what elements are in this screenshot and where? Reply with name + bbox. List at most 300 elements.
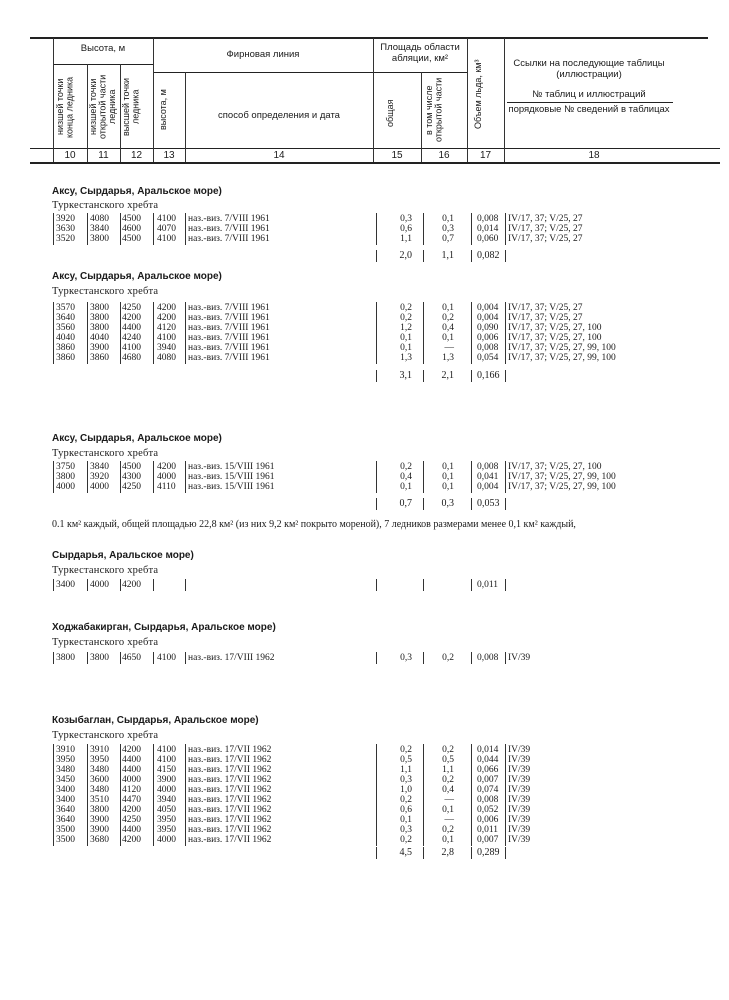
- header-firn-rule: [153, 72, 373, 73]
- cell-ice-volume: 0,004: [477, 303, 499, 313]
- cell-refs: IV/39: [508, 755, 531, 765]
- cell-open-area: 0,1: [442, 805, 454, 815]
- cell-highest: 4100: [122, 343, 141, 353]
- header-col-highest: высшей точки ледника: [121, 78, 141, 136]
- cell-refs: IV/17, 37; V/25, 27: [508, 303, 583, 313]
- cell-highest: 4200: [122, 745, 141, 755]
- cell-lowest-end: 3450: [56, 775, 75, 785]
- header-col-lowest-open: низшей точки открытой части ледника: [88, 74, 117, 140]
- cell-area: 0,2: [400, 795, 412, 805]
- column-rule: [423, 652, 424, 664]
- column-rule: [471, 461, 472, 493]
- column-rule: [471, 579, 472, 591]
- column-rule: [471, 847, 472, 859]
- column-rule: [505, 250, 506, 262]
- cell-method: наз.-виз. 7/VIII 1961: [188, 353, 270, 363]
- column-rule: [120, 744, 121, 846]
- column-rule: [153, 652, 154, 664]
- column-rule: [471, 370, 472, 382]
- cell-lowest-open: 3860: [90, 353, 109, 363]
- column-rule: [120, 461, 121, 493]
- column-rule: [53, 652, 54, 664]
- header-bottom-rule: [30, 162, 720, 164]
- header-area-title: Площадь области абляции, км²: [380, 42, 460, 64]
- cell-open-area: 0,4: [442, 785, 454, 795]
- cell-open-area: —: [444, 815, 454, 825]
- cell-method: наз.-виз. 15/VIII 1961: [188, 462, 275, 472]
- column-rule: [423, 461, 424, 493]
- column-rule: [423, 498, 424, 510]
- cell-open-area: 0,7: [442, 234, 454, 244]
- cell-lowest-open: 4000: [90, 482, 109, 492]
- cell-ice-volume: 0,008: [477, 343, 499, 353]
- cell-firn-height: 4000: [157, 472, 176, 482]
- column-rule: [376, 579, 377, 591]
- cell-ice-volume: 0,004: [477, 313, 499, 323]
- cell-refs: IV/39: [508, 785, 531, 795]
- column-rule: [376, 370, 377, 382]
- total-ice-volume: 0,166: [477, 370, 500, 381]
- total-open-area: 1,1: [441, 250, 454, 261]
- cell-open-area: —: [444, 795, 454, 805]
- cell-area: 0,3: [400, 653, 412, 663]
- column-rule: [120, 302, 121, 364]
- column-rule: [185, 652, 186, 664]
- section-subtitle: Туркестанского хребта: [52, 448, 159, 459]
- column-rule: [120, 213, 121, 245]
- cell-lowest-end: 3800: [56, 472, 75, 482]
- cell-lowest-end: 3920: [56, 214, 75, 224]
- cell-lowest-end: 3520: [56, 234, 75, 244]
- cell-method: наз.-виз. 7/VIII 1961: [188, 333, 270, 343]
- cell-lowest-open: 3800: [90, 234, 109, 244]
- cell-open-area: 1,1: [442, 765, 454, 775]
- cell-highest: 4200: [122, 580, 141, 590]
- cell-area: 0,2: [400, 303, 412, 313]
- cell-firn-height: 4100: [157, 234, 176, 244]
- hdr-vline: [467, 38, 468, 162]
- cell-area: 0,3: [400, 825, 412, 835]
- cell-refs: IV/39: [508, 805, 531, 815]
- cell-refs: IV/39: [508, 653, 531, 663]
- cell-ice-volume: 0,007: [477, 835, 499, 845]
- section-title: Козыбаглан, Сырдарья, Аральское море): [52, 715, 259, 726]
- column-rule: [505, 744, 506, 846]
- cell-refs: IV/17, 37; V/25, 27, 99, 100: [508, 472, 616, 482]
- section-subtitle: Туркестанского хребта: [52, 637, 159, 648]
- cell-open-area: 0,1: [442, 482, 454, 492]
- column-rule: [87, 579, 88, 591]
- header-col-total: общая: [385, 99, 395, 127]
- cell-lowest-open: 3920: [90, 472, 109, 482]
- cell-lowest-open: 3840: [90, 224, 109, 234]
- total-ice-volume: 0,053: [477, 498, 500, 509]
- column-rule: [87, 302, 88, 364]
- cell-lowest-end: 3640: [56, 815, 75, 825]
- header-top-rule: [30, 37, 708, 39]
- cell-area: 1,1: [400, 234, 412, 244]
- cell-open-area: 1,3: [442, 353, 454, 363]
- cell-lowest-end: 3500: [56, 835, 75, 845]
- cell-open-area: 0,5: [442, 755, 454, 765]
- cell-method: наз.-виз. 7/VIII 1961: [188, 343, 270, 353]
- column-rule: [505, 370, 506, 382]
- cell-open-area: 0,2: [442, 653, 454, 663]
- section-subtitle: Туркестанского хребта: [52, 565, 159, 576]
- cell-method: наз.-виз. 17/VII 1962: [188, 785, 272, 795]
- cell-refs: IV/17, 37; V/25, 27, 99, 100: [508, 482, 616, 492]
- col-number: 14: [273, 150, 285, 161]
- column-rule: [471, 652, 472, 664]
- cell-firn-height: 4080: [157, 353, 176, 363]
- section-title: Ходжабакирган, Сырдарья, Аральское море): [52, 622, 276, 633]
- cell-ice-volume: 0,011: [477, 580, 499, 590]
- cell-area: 0,3: [400, 214, 412, 224]
- column-rule: [53, 461, 54, 493]
- cell-lowest-end: 3750: [56, 462, 75, 472]
- cell-highest: 4400: [122, 825, 141, 835]
- cell-method: наз.-виз. 7/VIII 1961: [188, 214, 270, 224]
- column-rule: [423, 370, 424, 382]
- cell-lowest-end: 3910: [56, 745, 75, 755]
- cell-open-area: 0,2: [442, 313, 454, 323]
- cell-area: 0,2: [400, 745, 412, 755]
- cell-lowest-open: 3800: [90, 313, 109, 323]
- cell-method: наз.-виз. 17/VII 1962: [188, 825, 272, 835]
- cell-open-area: 0,1: [442, 472, 454, 482]
- cell-area: 0,1: [400, 482, 412, 492]
- cell-refs: IV/17, 37; V/25, 27: [508, 224, 583, 234]
- column-rule: [120, 579, 121, 591]
- cell-firn-height: 3950: [157, 815, 176, 825]
- cell-refs: IV/39: [508, 835, 531, 845]
- cell-area: 0,1: [400, 343, 412, 353]
- cell-area: 0,3: [400, 775, 412, 785]
- cell-lowest-end: 3400: [56, 795, 75, 805]
- cell-method: наз.-виз. 15/VIII 1961: [188, 482, 275, 492]
- cell-highest: 4250: [122, 303, 141, 313]
- column-rule: [505, 847, 506, 859]
- column-rule: [185, 744, 186, 846]
- cell-method: наз.-виз. 17/VIII 1962: [188, 653, 275, 663]
- cell-method: наз.-виз. 15/VIII 1961: [188, 472, 275, 482]
- cell-area: 0,1: [400, 815, 412, 825]
- cell-open-area: 0,3: [442, 224, 454, 234]
- cell-method: наз.-виз. 17/VII 1962: [188, 775, 272, 785]
- col-number: 18: [588, 150, 600, 161]
- column-rule: [153, 461, 154, 493]
- cell-lowest-end: 3570: [56, 303, 75, 313]
- cell-ice-volume: 0,006: [477, 333, 499, 343]
- cell-area: 1,0: [400, 785, 412, 795]
- hdr-vline: [421, 72, 422, 162]
- column-rule: [471, 250, 472, 262]
- total-open-area: 2,8: [441, 847, 454, 858]
- cell-method: наз.-виз. 7/VIII 1961: [188, 323, 270, 333]
- column-rule: [87, 652, 88, 664]
- column-rule: [153, 213, 154, 245]
- cell-method: наз.-виз. 17/VII 1962: [188, 835, 272, 845]
- cell-open-area: 0,4: [442, 323, 454, 333]
- cell-method: наз.-виз. 17/VII 1962: [188, 745, 272, 755]
- cell-refs: IV/39: [508, 775, 531, 785]
- cell-method: наз.-виз. 7/VIII 1961: [188, 303, 270, 313]
- cell-lowest-end: 3640: [56, 805, 75, 815]
- cell-lowest-end: 3800: [56, 653, 75, 663]
- cell-lowest-open: 3900: [90, 815, 109, 825]
- total-ice-volume: 0,289: [477, 847, 500, 858]
- column-rule: [423, 250, 424, 262]
- column-rule: [376, 250, 377, 262]
- cell-method: наз.-виз. 7/VIII 1961: [188, 224, 270, 234]
- cell-ice-volume: 0,066: [477, 765, 499, 775]
- column-rule: [505, 213, 506, 245]
- cell-firn-height: 4100: [157, 333, 176, 343]
- cell-ice-volume: 0,054: [477, 353, 499, 363]
- cell-highest: 4200: [122, 805, 141, 815]
- column-rule: [376, 213, 377, 245]
- cell-ice-volume: 0,008: [477, 653, 499, 663]
- column-rule: [185, 213, 186, 245]
- cell-refs: IV/17, 37; V/25, 27: [508, 313, 583, 323]
- cell-refs: IV/17, 37; V/25, 27, 99, 100: [508, 343, 616, 353]
- cell-lowest-open: 3800: [90, 805, 109, 815]
- column-rule: [505, 498, 506, 510]
- cell-refs: IV/17, 37; V/25, 27: [508, 234, 583, 244]
- total-area: 0,7: [399, 498, 412, 509]
- cell-ice-volume: 0,044: [477, 755, 499, 765]
- column-rule: [471, 498, 472, 510]
- cell-firn-height: 4100: [157, 214, 176, 224]
- section-title: Аксу, Сырдарья, Аральское море): [52, 186, 222, 197]
- cell-lowest-open: 3910: [90, 745, 109, 755]
- col-number: 16: [438, 150, 450, 161]
- cell-area: 1,3: [400, 353, 412, 363]
- cell-ice-volume: 0,007: [477, 775, 499, 785]
- cell-firn-height: 4000: [157, 835, 176, 845]
- cell-method: наз.-виз. 17/VII 1962: [188, 765, 272, 775]
- cell-refs: IV/17, 37; V/25, 27, 100: [508, 462, 602, 472]
- header-height-rule: [53, 64, 153, 65]
- cell-lowest-end: 3640: [56, 313, 75, 323]
- cell-area: 0,2: [400, 462, 412, 472]
- column-rule: [376, 498, 377, 510]
- cell-lowest-end: 3630: [56, 224, 75, 234]
- cell-ice-volume: 0,060: [477, 234, 499, 244]
- cell-method: наз.-виз. 17/VII 1962: [188, 805, 272, 815]
- cell-highest: 4120: [122, 785, 141, 795]
- cell-refs: IV/39: [508, 745, 531, 755]
- cell-ice-volume: 0,052: [477, 805, 499, 815]
- section-subtitle: Туркестанского хребта: [52, 286, 159, 297]
- cell-refs: IV/39: [508, 825, 531, 835]
- column-rule: [423, 847, 424, 859]
- column-rule: [53, 213, 54, 245]
- cell-method: наз.-виз. 7/VIII 1961: [188, 234, 270, 244]
- column-rule: [471, 744, 472, 846]
- cell-ice-volume: 0,004: [477, 482, 499, 492]
- header-firn-title: Фирновая линия: [226, 49, 300, 60]
- cell-lowest-open: 3900: [90, 343, 109, 353]
- cell-highest: 4400: [122, 765, 141, 775]
- cell-ice-volume: 0,014: [477, 745, 499, 755]
- cell-lowest-end: 3400: [56, 785, 75, 795]
- cell-firn-height: 3900: [157, 775, 176, 785]
- cell-firn-height: 4150: [157, 765, 176, 775]
- column-rule: [505, 302, 506, 364]
- cell-area: 1,2: [400, 323, 412, 333]
- cell-highest: 4000: [122, 775, 141, 785]
- cell-lowest-open: 3800: [90, 303, 109, 313]
- cell-lowest-end: 3860: [56, 353, 75, 363]
- cell-open-area: —: [444, 343, 454, 353]
- col-number: 15: [391, 150, 403, 161]
- column-rule: [471, 213, 472, 245]
- header-mid-rule: [30, 148, 720, 149]
- cell-highest: 4200: [122, 313, 141, 323]
- cell-ice-volume: 0,014: [477, 224, 499, 234]
- cell-highest: 4500: [122, 462, 141, 472]
- header-refs-rule: [507, 102, 673, 103]
- column-rule: [505, 652, 506, 664]
- cell-refs: IV/39: [508, 815, 531, 825]
- column-rule: [53, 744, 54, 846]
- cell-lowest-end: 3500: [56, 825, 75, 835]
- cell-ice-volume: 0,074: [477, 785, 499, 795]
- col-number: 13: [163, 150, 175, 161]
- cell-firn-height: 4200: [157, 303, 176, 313]
- header-col-method: способ определения и дата: [218, 110, 340, 121]
- column-rule: [87, 744, 88, 846]
- column-rule: [153, 579, 154, 591]
- total-open-area: 2,1: [441, 370, 454, 381]
- column-rule: [376, 744, 377, 846]
- cell-highest: 4200: [122, 835, 141, 845]
- cell-firn-height: 4200: [157, 313, 176, 323]
- cell-open-area: 0,1: [442, 462, 454, 472]
- cell-refs: IV/39: [508, 765, 531, 775]
- column-rule: [185, 579, 186, 591]
- cell-highest: 4400: [122, 323, 141, 333]
- cell-open-area: 0,2: [442, 825, 454, 835]
- hdr-vline: [504, 38, 505, 162]
- column-rule: [423, 213, 424, 245]
- column-rule: [505, 579, 506, 591]
- cell-lowest-open: 3680: [90, 835, 109, 845]
- column-rule: [376, 461, 377, 493]
- header-refs-tables: № таблиц и иллюстраций: [532, 89, 646, 100]
- cell-ice-volume: 0,008: [477, 214, 499, 224]
- column-rule: [153, 302, 154, 364]
- cell-highest: 4650: [122, 653, 141, 663]
- cell-method: наз.-виз. 7/VIII 1961: [188, 313, 270, 323]
- section-subtitle: Туркестанского хребта: [52, 730, 159, 741]
- cell-method: наз.-виз. 17/VII 1962: [188, 795, 272, 805]
- total-area: 3,1: [399, 370, 412, 381]
- column-rule: [423, 302, 424, 364]
- cell-lowest-open: 3480: [90, 765, 109, 775]
- cell-ice-volume: 0,008: [477, 462, 499, 472]
- cell-ice-volume: 0,011: [477, 825, 499, 835]
- cell-method: наз.-виз. 17/VII 1962: [188, 755, 272, 765]
- cell-lowest-open: 4040: [90, 333, 109, 343]
- cell-lowest-end: 3560: [56, 323, 75, 333]
- header-refs-title: Ссылки на последующие таблицы (иллюстрации): [513, 58, 665, 80]
- section-note: 0.1 км² каждый, общей площадью 22,8 км² (из них 9,2 км² покрыто мореной), 7 ледников размерами менее 0,1 км² каждый,: [52, 519, 576, 530]
- column-rule: [376, 652, 377, 664]
- column-rule: [53, 579, 54, 591]
- cell-area: 0,6: [400, 224, 412, 234]
- header-area-rule: [373, 72, 467, 73]
- column-rule: [87, 213, 88, 245]
- cell-firn-height: 4120: [157, 323, 176, 333]
- header-height-title: Высота, м: [80, 43, 126, 54]
- total-ice-volume: 0,082: [477, 250, 500, 261]
- column-rule: [185, 461, 186, 493]
- cell-firn-height: 3940: [157, 343, 176, 353]
- hdr-vline: [53, 38, 54, 162]
- cell-ice-volume: 0,041: [477, 472, 499, 482]
- cell-firn-height: 4200: [157, 462, 176, 472]
- cell-ice-volume: 0,090: [477, 323, 499, 333]
- cell-lowest-open: 3510: [90, 795, 109, 805]
- header-col-open-part: в том числе открытой части: [424, 77, 444, 143]
- column-rule: [423, 744, 424, 846]
- cell-lowest-open: 4000: [90, 580, 109, 590]
- header-col-firn-height: высота, м: [158, 89, 168, 131]
- col-number: 17: [479, 150, 492, 161]
- column-rule: [471, 302, 472, 364]
- cell-highest: 4600: [122, 224, 141, 234]
- cell-open-area: 0,2: [442, 775, 454, 785]
- total-area: 4,5: [399, 847, 412, 858]
- cell-firn-height: 3950: [157, 825, 176, 835]
- cell-lowest-open: 3950: [90, 755, 109, 765]
- col-number: 12: [130, 150, 143, 161]
- cell-open-area: 0,1: [442, 303, 454, 313]
- cell-open-area: 0,1: [442, 835, 454, 845]
- cell-lowest-open: 3840: [90, 462, 109, 472]
- col-number: 10: [64, 150, 76, 161]
- cell-lowest-open: 4080: [90, 214, 109, 224]
- cell-open-area: 0,1: [442, 214, 454, 224]
- header-ice-volume: Объем льда, км³: [473, 59, 483, 129]
- total-open-area: 0,3: [441, 498, 454, 509]
- cell-refs: IV/17, 37; V/25, 27, 99, 100: [508, 353, 616, 363]
- cell-lowest-open: 3600: [90, 775, 109, 785]
- cell-firn-height: 4100: [157, 653, 176, 663]
- total-area: 2,0: [399, 250, 412, 261]
- cell-highest: 4400: [122, 755, 141, 765]
- column-rule: [153, 744, 154, 846]
- cell-refs: IV/17, 37; V/25, 27, 100: [508, 323, 602, 333]
- cell-area: 0,5: [400, 755, 412, 765]
- cell-firn-height: 3940: [157, 795, 176, 805]
- section-title: Аксу, Сырдарья, Аральское море): [52, 433, 222, 444]
- cell-area: 1,1: [400, 765, 412, 775]
- column-rule: [505, 461, 506, 493]
- cell-refs: IV/17, 37; V/25, 27: [508, 214, 583, 224]
- cell-lowest-end: 3480: [56, 765, 75, 775]
- header-col-lowest-end: низшей точки конца ледника: [55, 76, 75, 138]
- cell-open-area: 0,1: [442, 333, 454, 343]
- column-rule: [376, 847, 377, 859]
- cell-refs: IV/17, 37; V/25, 27, 100: [508, 333, 602, 343]
- cell-lowest-end: 3400: [56, 580, 75, 590]
- cell-lowest-open: 3480: [90, 785, 109, 795]
- cell-lowest-end: 4000: [56, 482, 75, 492]
- cell-area: 0,4: [400, 472, 412, 482]
